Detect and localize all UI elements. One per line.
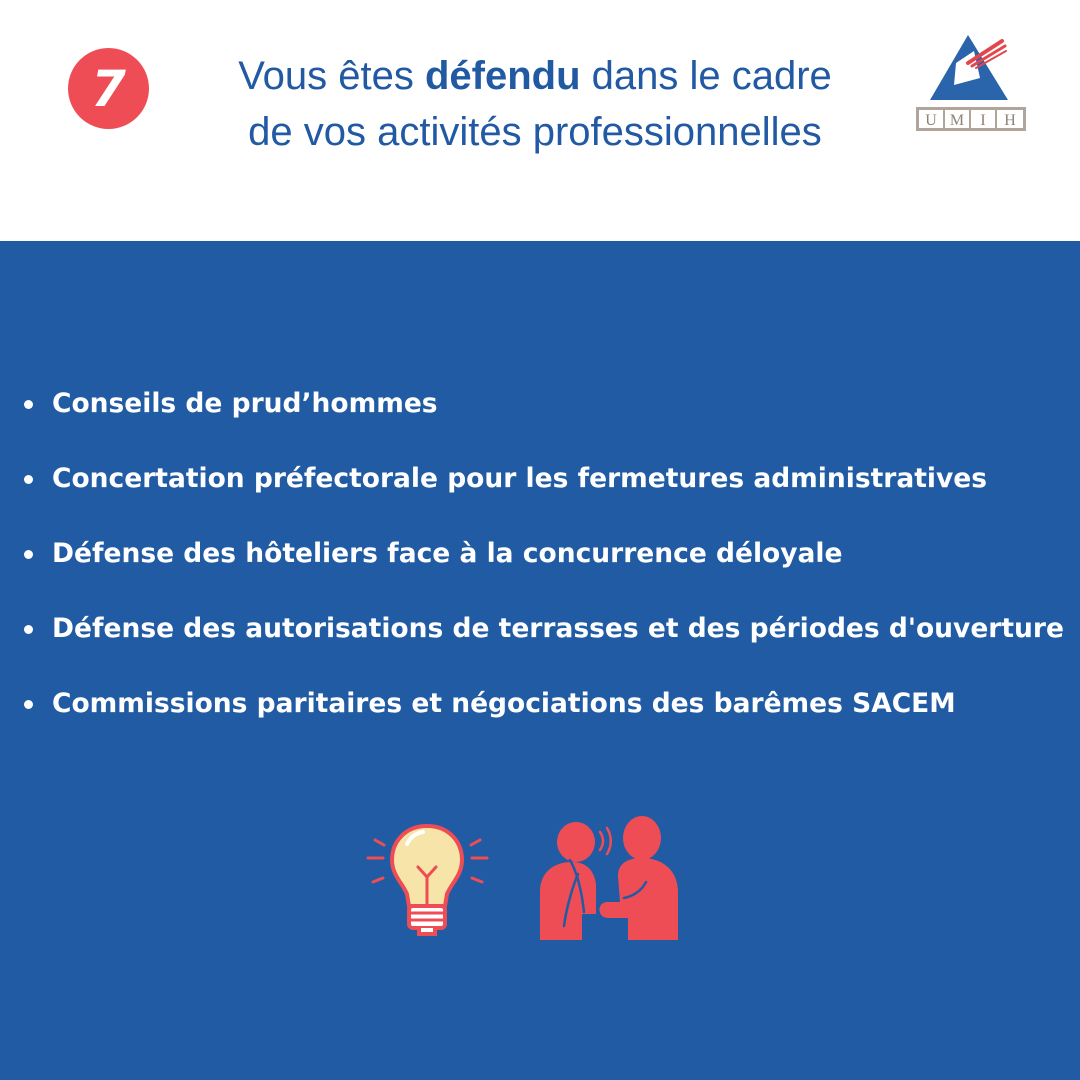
two-people-talking-icon [538,814,680,940]
step-number: 7 [91,59,126,118]
bullet-dot [24,400,33,409]
title-line1-bold: défendu [424,54,581,98]
list-item [0,603,1080,678]
title-line1-end: dans le cadre [580,54,832,98]
bullet-dot [24,700,33,709]
list-item-label: Commissions paritaires et négociations des barêmes SACEM [52,688,956,719]
bullet-dot [24,475,33,484]
list-item [0,453,1080,528]
bullet-dot [24,625,33,634]
list-item-label: Concertation préfectorale pour les fermetures administratives [52,463,987,494]
list-item-label: Conseils de prud’hommes [52,388,438,419]
lightbulb-icon [365,822,490,942]
list-item [0,678,1080,753]
logo-letter: M [949,112,965,129]
logo-letter: U [925,112,937,129]
list-item-label: Défense des autorisations de terrasses et des périodes d'ouverture [52,613,1064,644]
umih-logo [916,33,1026,133]
list-item [0,528,1080,603]
logo-letter: I [980,112,986,129]
list-item [0,378,1080,453]
title-line1-start: Vous êtes [238,54,425,98]
header [0,0,1080,241]
step-number-badge [68,48,149,129]
logo-letter: H [1004,112,1016,129]
list-item-label: Défense des hôteliers face à la concurrence déloyale [52,538,843,569]
page-title [175,48,895,160]
services-list [0,378,1080,753]
title-line2: de vos activités professionnelles [248,110,822,154]
bullet-dot [24,550,33,559]
